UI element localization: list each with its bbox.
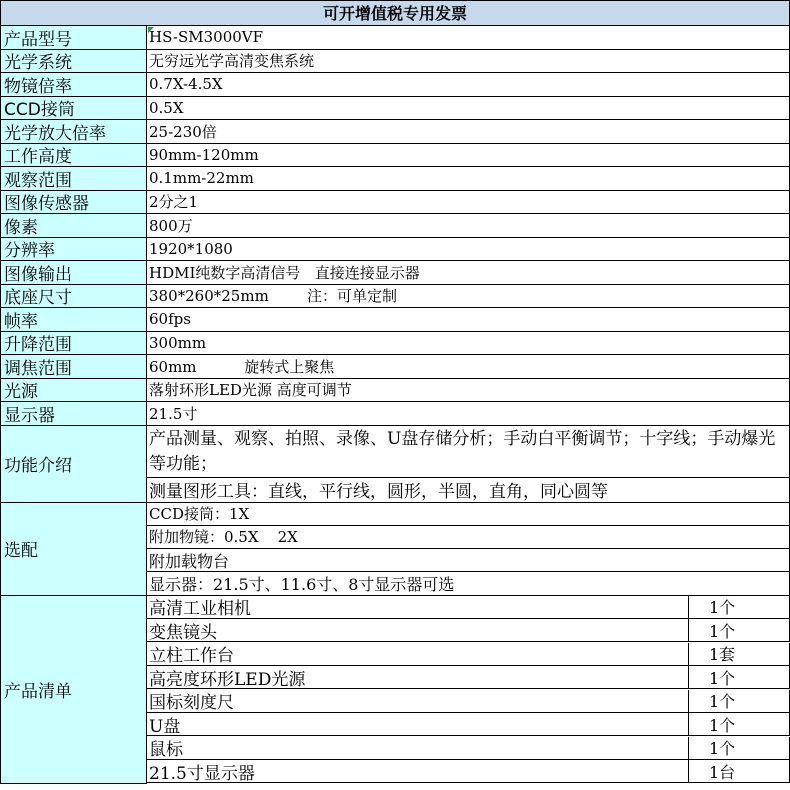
spec-label: 图像传感器 [1, 191, 147, 215]
package-item-name: 高清工业相机 [147, 596, 689, 619]
package-item-qty: 1个 [689, 666, 790, 689]
package-row [147, 713, 790, 737]
function-section [1, 426, 790, 503]
package-item-qty: 1个 [689, 619, 790, 642]
spec-row [1, 191, 790, 215]
options-label: 选配 [1, 503, 147, 596]
spec-label: 显示器 [1, 402, 147, 426]
spec-value: 25-230倍 [147, 120, 790, 144]
package-item-name: U盘 [147, 713, 689, 736]
package-item-qty: 1个 [689, 690, 790, 713]
spec-label: 分辨率 [1, 238, 147, 262]
option-item: CCD接筒：1X [147, 503, 790, 526]
package-item-name: 鼠标 [147, 737, 689, 760]
spec-value: HS-SM3000VF [147, 26, 790, 50]
spec-label: 底座尺寸 [1, 285, 147, 309]
options-section [1, 503, 790, 596]
spec-value: 300mm [147, 332, 790, 356]
spec-row [1, 144, 790, 168]
spec-value: 无穷远光学高清变焦系统 [147, 50, 790, 74]
spec-value: 21.5寸 [147, 402, 790, 426]
spec-label: 物镜倍率 [1, 73, 147, 97]
option-item: 显示器：21.5寸、11.6寸、8寸显示器可选 [147, 572, 790, 595]
package-row [147, 596, 790, 620]
spec-row [1, 97, 790, 121]
option-item: 附加载物台 [147, 549, 790, 572]
spec-label: 产品型号 [1, 26, 147, 50]
package-item-qty: 1个 [689, 713, 790, 736]
spec-row [1, 261, 790, 285]
spec-label: 工作高度 [1, 144, 147, 168]
spec-value: 60mm 旋转式上聚焦 [147, 355, 790, 379]
package-item-qty: 1台 [689, 760, 790, 783]
spec-value: HDMI纯数字高清信号 直接连接显示器 [147, 261, 790, 285]
package-item-name: 高亮度环形LED光源 [147, 666, 689, 689]
spec-label: 调焦范围 [1, 355, 147, 379]
package-item-name: 国标刻度尺 [147, 690, 689, 713]
function-description: 产品测量、观察、拍照、录像、U盘存储分析；手动白平衡调节；十字线；手动爆光等功能； [147, 426, 790, 478]
spec-value: 0.5X [147, 97, 790, 121]
spec-row [1, 332, 790, 356]
package-row [147, 666, 790, 690]
spec-value: 60fps [147, 308, 790, 332]
function-label: 功能介绍 [1, 426, 147, 503]
spec-row [1, 50, 790, 74]
spec-label: 像素 [1, 214, 147, 238]
package-item-qty: 1个 [689, 737, 790, 760]
spec-row [1, 355, 790, 379]
spec-value: 90mm-120mm [147, 144, 790, 168]
package-row [147, 737, 790, 761]
spec-value: 2分之1 [147, 191, 790, 215]
package-row [147, 619, 790, 643]
spec-label: 光源 [1, 379, 147, 403]
spec-row [1, 308, 790, 332]
spec-row [1, 285, 790, 309]
spec-value: 1920*1080 [147, 238, 790, 262]
spec-label: 观察范围 [1, 167, 147, 191]
spec-label: 升降范围 [1, 332, 147, 356]
spec-row [1, 402, 790, 426]
spec-value: 0.7X-4.5X [147, 73, 790, 97]
package-item-name: 21.5寸显示器 [147, 760, 689, 783]
package-row [147, 760, 790, 784]
package-label: 产品清单 [1, 596, 147, 784]
measurement-tools: 测量图形工具：直线，平行线，圆形，半圆，直角，同心圆等 [147, 478, 790, 503]
spec-row [1, 379, 790, 403]
spec-label: 帧率 [1, 308, 147, 332]
package-row [147, 690, 790, 714]
spec-value: 800万 [147, 214, 790, 238]
package-item-name: 立柱工作台 [147, 643, 689, 666]
spec-value: 落射环形LED光源 高度可调节 [147, 379, 790, 403]
spec-row [1, 73, 790, 97]
package-item-qty: 1个 [689, 596, 790, 619]
package-item-name: 变焦镜头 [147, 619, 689, 642]
spec-row [1, 238, 790, 262]
spec-row [1, 120, 790, 144]
option-item: 附加物镜：0.5X 2X [147, 526, 790, 549]
spec-value: 380*260*25mm 注：可单定制 [147, 285, 790, 309]
spec-row [1, 167, 790, 191]
spec-label: 光学放大倍率 [1, 120, 147, 144]
package-item-qty: 1套 [689, 643, 790, 666]
cell-comment-marker [148, 27, 154, 33]
sheet-title: 可开增值税专用发票 [1, 1, 790, 26]
spec-label: 光学系统 [1, 50, 147, 74]
spec-value: 0.1mm-22mm [147, 167, 790, 191]
spec-row [1, 26, 790, 50]
spec-label: 图像输出 [1, 261, 147, 285]
spec-label: CCD接筒 [1, 97, 147, 121]
package-row [147, 643, 790, 667]
package-section [1, 596, 790, 784]
spec-row [1, 214, 790, 238]
